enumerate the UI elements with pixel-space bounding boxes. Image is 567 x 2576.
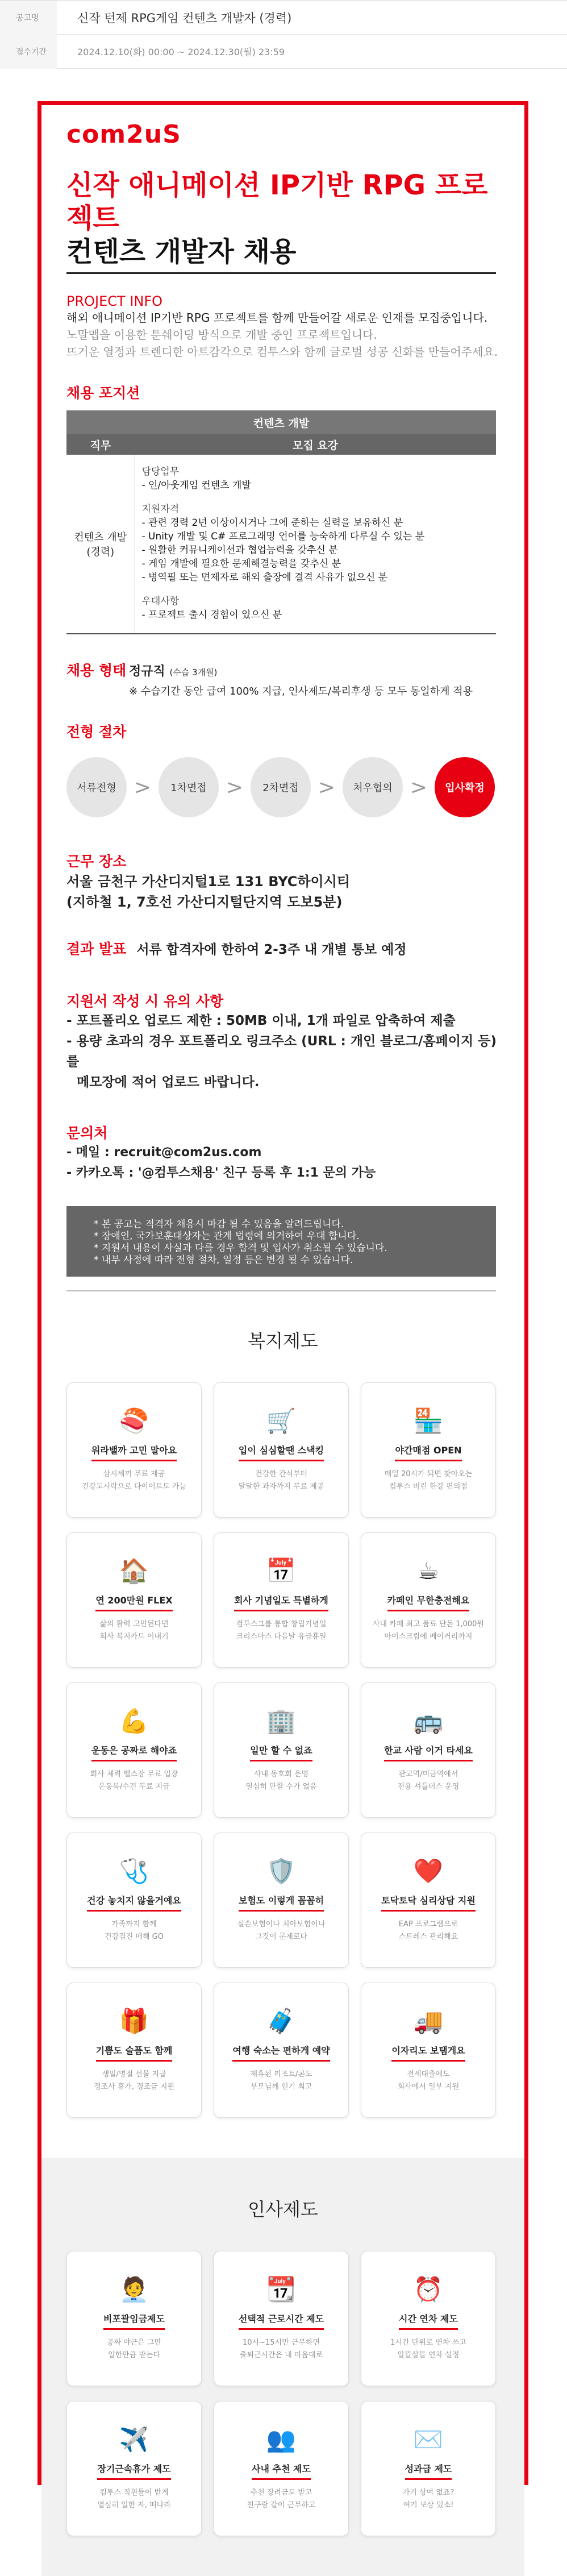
card-desc-line2: 열심히 일한 자, 떠나라	[97, 2501, 171, 2509]
club-icon: 🏢	[266, 1707, 297, 1735]
notice-line: * 본 공고는 적격자 채용시 마감 될 수 있음을 알려드립니다.	[94, 1219, 344, 1230]
meta-period-value: 2024.12.10(화) 00:00 ~ 2024.12.30(월) 23:59	[77, 47, 285, 57]
meta-period-row	[0, 35, 567, 69]
employment-title: 채용 형태	[66, 662, 127, 679]
benefit-card	[66, 1532, 202, 1668]
qual-line: - 관련 경력 2년 이상이시거나 그에 준하는 실력을 보유하신 분	[141, 517, 403, 529]
inquiry-email: - 메일 : recruit@com2us.com	[66, 1145, 262, 1160]
notes-line: - 포트폴리오 업로드 제한 : 50MB 이내, 1개 파일로 압축하여 제출	[66, 1013, 456, 1028]
headline-line1: 신작 애니메이션 IP기반 RPG 프로젝트	[66, 169, 488, 234]
col-job: 직무	[66, 434, 135, 455]
chevron-right-icon: >	[226, 775, 244, 799]
meta-title-row	[0, 1, 567, 35]
card-title: 사내 추천 제도	[252, 2462, 311, 2480]
card-desc-line2: 일한만큼 받는다	[107, 2351, 161, 2359]
card-desc-line1: 사내 동호회 운영	[253, 1770, 309, 1779]
benefit-card	[214, 1833, 349, 1968]
card-desc-line2: 건강검진 매해 GO	[105, 1933, 164, 1941]
positions-table	[66, 410, 496, 634]
project-info-line2: 노말맵을 이용한 툰쉐이딩 방식으로 개발 중인 프로젝트입니다.	[66, 328, 377, 342]
duty-head: 담당업무	[141, 466, 180, 477]
card-title: 워라밸까 고민 말아요	[91, 1443, 177, 1461]
qual-line: - 병역필 또는 면제자로 해외 출장에 결격 사유가 없으신 분	[141, 572, 387, 583]
calendar-icon: 📆	[266, 2275, 297, 2303]
card-desc-line1: 가족까지 함께	[111, 1920, 157, 1929]
insurance-icon: 🛡️	[266, 1857, 297, 1885]
food-icon: 🍣	[119, 1407, 149, 1435]
chevron-right-icon: >	[410, 775, 428, 799]
benefit-card	[361, 1682, 496, 1818]
card-desc-line1: 추천 장려금도 받고	[250, 2488, 312, 2497]
card-desc-line2: 알뜰살뜰 연차 설정	[397, 2351, 460, 2359]
job-sub: (경력)	[86, 546, 115, 558]
card-title: 시간 연차 제도	[399, 2312, 458, 2330]
card-desc-line1: 1시간 단위로 연차 쓰고	[390, 2338, 466, 2347]
card-title: 보험도 이렇게 꼼꼼히	[239, 1893, 324, 1912]
bus-icon: 🚌	[413, 1707, 444, 1735]
meta-title-value: 신작 턴제 RPG게임 컨텐츠 개발자 (경력)	[77, 11, 292, 25]
location-line2: (지하철 1, 7호선 가산디지털단지역 도보5분)	[66, 894, 343, 910]
benefits-title: 복지제도	[248, 1330, 318, 1352]
benefit-card	[66, 2401, 202, 2536]
card-desc-line1: 삼시세끼 무료 제공	[103, 1470, 165, 1478]
store-icon: 🏪	[413, 1407, 444, 1435]
clock-icon: ⏰	[413, 2275, 444, 2303]
benefit-card	[361, 1382, 496, 1518]
employment-value: 정규직	[129, 664, 165, 679]
card-desc-line2: 회사에서 일부 지원	[397, 2083, 460, 2091]
card-desc-line2: 건강도시락으로 다이어트도 가능	[81, 1482, 187, 1491]
notice-line: * 내부 사정에 따라 전형 절차, 일정 등은 변경 될 수 있습니다.	[94, 1254, 353, 1266]
project-info-title: PROJECT INFO	[66, 293, 163, 309]
pref-head: 우대사항	[141, 596, 180, 607]
gift-icon: 🎁	[119, 2007, 149, 2035]
card-title: 한교 사람 이거 타세요	[384, 1743, 473, 1761]
chevron-right-icon: >	[134, 775, 152, 799]
benefit-card	[361, 1833, 496, 1968]
chevron-right-icon: >	[318, 775, 336, 799]
hr-title: 인사제도	[248, 2199, 318, 2220]
card-title: 카페인 무한충전해요	[387, 1593, 470, 1611]
card-title: 토닥토닥 심리상담 지원	[381, 1893, 476, 1912]
card-title: 기쁨도 슬픔도 함께	[96, 2043, 173, 2062]
snack-icon: 🛒	[266, 1407, 297, 1435]
card-title: 선택적 근로시간 제도	[239, 2312, 324, 2330]
benefits-grid	[66, 1382, 496, 2118]
card-desc-line1: 전세대출에도	[407, 2070, 450, 2079]
card-desc-line2: 운동복/수건 무료 지급	[98, 1783, 170, 1791]
card-desc-line2: 전용 셔틀버스 운영	[397, 1783, 460, 1791]
meta-period-label: 접수기간	[0, 35, 57, 69]
process-step: 1차면접	[159, 757, 219, 817]
job-cell	[66, 455, 135, 634]
benefit-card	[214, 2251, 349, 2386]
location-line1: 서울 금천구 가산디지털1로 131 BYC하이시티	[66, 874, 351, 890]
card-desc-line2: 열심히 만할 수가 없음	[245, 1783, 317, 1791]
result-value: 서류 합격자에 한하여 2-3주 내 개별 통보 예정	[136, 942, 407, 957]
truck-icon: 🚚	[413, 2007, 444, 2035]
process-step-final: 입사확정	[435, 757, 495, 817]
card-desc-line2: 출퇴근시간은 내 마음대로	[239, 2351, 323, 2359]
result-title: 결과 발표	[66, 941, 127, 957]
qual-line: - Unity 개발 및 C# 프로그래밍 언어를 능숙하게 다루실 수 있는 분	[141, 531, 425, 542]
card-title: 연 200만원 FLEX	[95, 1593, 172, 1611]
divider	[66, 1290, 496, 1291]
benefit-card	[214, 1532, 349, 1668]
card-icon: 🏠	[119, 1557, 149, 1585]
card-title: 입이 심심할땐 스낵킹	[239, 1443, 324, 1461]
health-icon: 🩺	[119, 1857, 149, 1885]
card-desc-line1: 컴투스그룹 통합 창립기념일	[236, 1620, 327, 1628]
notice-line: * 장애인, 국가보훈대상자는 관계 법령에 의거하여 우대 합니다.	[94, 1231, 360, 1242]
card-desc-line2: 아이스크림에 베이커리까지	[384, 1632, 473, 1641]
hr-grid	[66, 2251, 496, 2536]
card-desc-line2: 컴투스 버린 한강 편의점	[389, 1482, 468, 1491]
job-meta	[0, 0, 567, 68]
card-title: 건강 놓치지 않을거예요	[87, 1893, 181, 1912]
card-title: 성과급 제도	[405, 2462, 452, 2480]
requirements-cell	[135, 455, 496, 634]
card-desc-line1: 사내 카페 최고 품료 단돈 1,000원	[372, 1620, 485, 1628]
notice-line: * 지원서 내용이 사실과 다를 경우 합격 및 입사가 취소될 수 있습니다.	[94, 1243, 387, 1254]
benefit-card	[361, 2401, 496, 2536]
airplane-icon: ✈️	[119, 2425, 149, 2453]
employment-note: ※ 수습기간 동안 급여 100% 지급, 인사제도/복리후생 등 모두 동일하게 적용	[129, 685, 473, 697]
gym-icon: 💪	[119, 1707, 149, 1735]
benefit-card	[361, 1532, 496, 1668]
job-name: 컨텐츠 개발	[74, 531, 127, 543]
benefit-card	[66, 1682, 202, 1818]
notes-title: 지원서 작성 시 유의 사항	[66, 993, 224, 1009]
card-desc-line2: 경조사 휴가, 경조금 지원	[93, 2083, 175, 2091]
positions-title: 채용 포지션	[66, 385, 140, 401]
meta-title-label: 공고명	[0, 1, 57, 35]
card-desc-line2: 회사 복지카드 어내기	[99, 1632, 169, 1641]
employment-row	[66, 659, 499, 680]
qual-line: - 원활한 커뮤니케이션과 협업능력을 갖추신 분	[141, 545, 338, 556]
card-desc-line1: 10시~15시만 근무하면	[242, 2338, 320, 2347]
benefit-card	[214, 1382, 349, 1518]
calendar-icon: 📅	[266, 1557, 297, 1585]
duty-line: - 인/아웃게임 컨텐츠 개발	[141, 480, 251, 491]
process-step: 처우협의	[343, 757, 403, 817]
card-desc-line2: 여기 보상 있소!	[403, 2501, 454, 2509]
card-desc-line1: 매일 20시가 되면 찾아오는	[384, 1470, 473, 1478]
notes-line: - 용량 초과의 경우 포트폴리오 링크주소 (URL : 개인 블로그/홈페이지 등)를	[66, 1034, 497, 1069]
benefit-card	[66, 1983, 202, 2118]
location-title: 근무 장소	[66, 853, 127, 870]
card-title: 야간매점 OPEN	[395, 1443, 461, 1461]
process-step: 서류전형	[66, 757, 127, 817]
benefit-card	[361, 2251, 496, 2386]
card-title: 장기근속휴가 제도	[97, 2462, 170, 2480]
benefit-card	[361, 1983, 496, 2118]
person-icon: 🧑‍💼	[119, 2275, 149, 2303]
card-title: 운동은 공짜로 해야죠	[91, 1743, 177, 1761]
inquiry-title: 문의처	[66, 1125, 108, 1141]
card-desc-line1: 회사 체력 헬스장 무료 입장	[90, 1770, 178, 1779]
benefit-card	[66, 1382, 202, 1518]
benefit-card	[214, 1983, 349, 2118]
card-desc-line1: 가기 상여 없죠?	[402, 2488, 455, 2497]
card-title: 여행 숙소는 편하게 예약	[232, 2043, 330, 2062]
notes-line: 메모장에 적어 업로드 바랍니다.	[77, 1075, 260, 1090]
envelope-icon: ✉️	[413, 2425, 444, 2453]
card-desc-line1: 삶의 활력 고민된다면	[99, 1620, 169, 1628]
hr-section	[41, 2158, 524, 2576]
card-desc-line1: 생일/명절 선물 지급	[102, 2070, 166, 2079]
card-desc-line1: 공짜 야근은 그만	[106, 2338, 162, 2347]
card-desc-line2: 달달한 과자까지 무료 제공	[238, 1482, 324, 1491]
project-info-line3: 뜨거운 열정과 트렌디한 아트감각으로 컴투스와 함께 글로벌 성공 신화를 만들어주세요.	[66, 345, 498, 359]
qual-line: - 게임 개발에 필요한 문제해결능력을 갖추신 분	[141, 558, 341, 570]
benefit-card	[66, 1833, 202, 1968]
headline-line2: 컨텐츠 개발자 채용	[66, 235, 496, 274]
com2us-logo: com2uS	[66, 120, 181, 149]
notice-box	[66, 1206, 496, 1277]
card-title: 비포괄임금제도	[103, 2312, 165, 2330]
card-title: 일만 할 수 없죠	[250, 1743, 312, 1761]
card-desc-line1: 건강한 간식부터	[255, 1470, 308, 1478]
benefit-card	[214, 2401, 349, 2536]
process-steps	[66, 757, 499, 817]
positions-table-header: 컨텐츠 개발	[66, 410, 496, 434]
card-desc-line1: 컴투스 직원들이 받게	[99, 2488, 169, 2497]
benefit-card	[66, 2251, 202, 2386]
card-desc-line2: 스트레스 관리해요	[398, 1933, 458, 1941]
process-step: 2차면접	[251, 757, 311, 817]
card-desc-line1: 판교역/미금역에서	[398, 1770, 458, 1779]
col-requirements: 모집 요강	[135, 434, 496, 455]
card-title: 이자리도 보탬게요	[391, 2043, 465, 2062]
inquiry-kakao: - 카카오톡 : '@컴투스채용' 친구 등록 후 1:1 문의 가능	[66, 1166, 376, 1180]
employment-sub: (수습 3개월)	[169, 667, 218, 678]
card-desc-line2: 부모님께 인기 최고	[250, 2083, 312, 2091]
people-icon: 👥	[266, 2425, 297, 2453]
coffee-icon: ☕	[418, 1557, 439, 1585]
result-row	[66, 938, 499, 958]
suitcase-icon: 🧳	[266, 2007, 297, 2035]
card-desc-line1: EAP 프로그램으로	[398, 1920, 458, 1929]
heart-icon: ❤️	[413, 1857, 444, 1885]
card-desc-line2: 크리스마스 다음날 유급휴일	[236, 1632, 327, 1641]
card-desc-line2: 그것이 문제로다	[255, 1933, 308, 1941]
project-info-line1: 해외 애니메이션 IP기반 RPG 프로젝트를 함께 만들어갈 새로운 인재를 모집중입니다.	[66, 311, 488, 325]
card-desc-line1: 제휴된 리조트/콘도	[250, 2070, 312, 2079]
qual-head: 지원자격	[141, 504, 180, 515]
pref-line: - 프로젝트 출시 경험이 있으신 분	[141, 609, 282, 621]
card-title: 회사 기념일도 특별하게	[234, 1593, 328, 1611]
process-title: 전형 절차	[66, 724, 127, 740]
card-desc-line2: 친구랑 같이 근무하고	[247, 2501, 316, 2509]
card-desc-line1: 실손보험이나 치아보험이나	[237, 1920, 326, 1929]
benefit-card	[214, 1682, 349, 1818]
job-posting-frame	[37, 101, 528, 2509]
